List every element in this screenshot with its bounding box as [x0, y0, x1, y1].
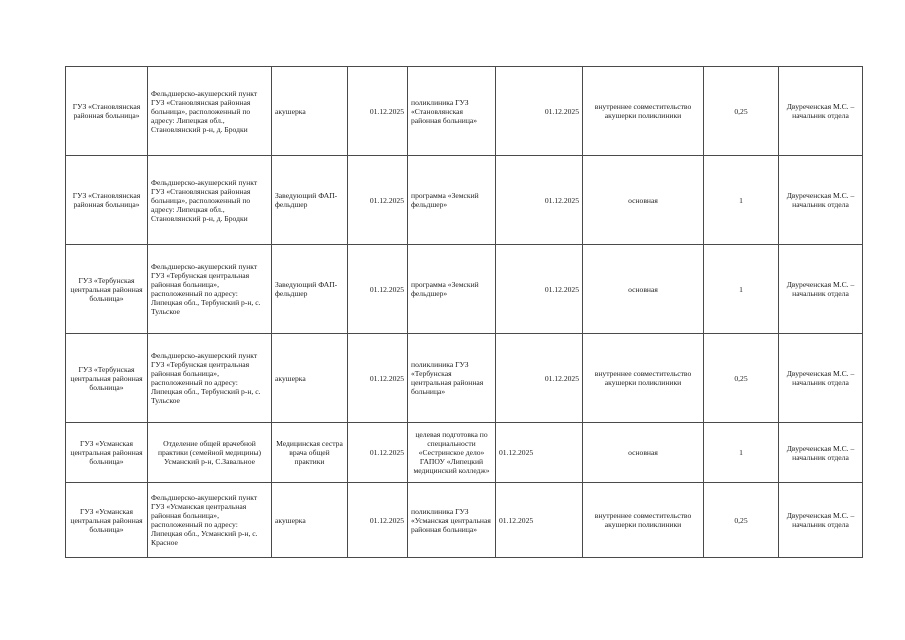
employment-cell: внутреннее совместительство акушерки поликлиники: [583, 483, 704, 558]
start-date-cell: 01.12.2025: [348, 245, 408, 334]
table-row: [66, 334, 863, 423]
program-cell: поликлиника ГУЗ «Тербунская центральная районная больница»: [408, 334, 496, 423]
position-cell: акушерка: [272, 67, 348, 156]
table-row: [66, 245, 863, 334]
start-date-cell: 01.12.2025: [348, 156, 408, 245]
table-row: [66, 67, 863, 156]
unit-cell: Фельдшерско-акушерский пункт ГУЗ «Становлянская районная больница», расположенный по адресу: Липецкая обл., Становлянский р-н, д. Бродки: [148, 67, 272, 156]
vacancy-table: [65, 66, 863, 558]
unit-cell: Фельдшерско-акушерский пункт ГУЗ «Тербунская центральная районная больница», расположенный по адресу: Липецкая обл., Тербунский р-н, с. Тульское: [148, 245, 272, 334]
org-cell: ГУЗ «Тербунская центральная районная больница»: [66, 245, 148, 334]
rate-cell: 1: [704, 423, 779, 483]
program-date-cell: 01.12.2025: [496, 156, 583, 245]
program-cell: программа «Земский фельдшер»: [408, 156, 496, 245]
rate-cell: 1: [704, 245, 779, 334]
position-cell: Медицинская сестра врача общей практики: [272, 423, 348, 483]
start-date-cell: 01.12.2025: [348, 483, 408, 558]
program-date-cell: 01.12.2025: [496, 483, 583, 558]
program-cell: поликлиника ГУЗ «Становлянская районная больница»: [408, 67, 496, 156]
program-cell: поликлиника ГУЗ «Усманская центральная районная больница»: [408, 483, 496, 558]
position-cell: Заведующий ФАП-фельдшер: [272, 245, 348, 334]
program-cell: программа «Земский фельдшер»: [408, 245, 496, 334]
program-cell: целевая подготовка по специальности «Сестринское дело» ГАПОУ «Липецкий медицинский колледж»: [408, 423, 496, 483]
employment-cell: внутреннее совместительство акушерки поликлиники: [583, 67, 704, 156]
position-cell: акушерка: [272, 334, 348, 423]
rate-cell: 0,25: [704, 67, 779, 156]
program-date-cell: 01.12.2025: [496, 67, 583, 156]
table-row: [66, 156, 863, 245]
rate-cell: 0,25: [704, 334, 779, 423]
responsible-cell: Двуреченская М.С. – начальник отдела: [779, 423, 863, 483]
position-cell: Заведующий ФАП-фельдшер: [272, 156, 348, 245]
position-cell: акушерка: [272, 483, 348, 558]
program-date-cell: 01.12.2025: [496, 334, 583, 423]
table-row: [66, 423, 863, 483]
employment-cell: внутреннее совместительство акушерки поликлиники: [583, 334, 704, 423]
responsible-cell: Двуреченская М.С. – начальник отдела: [779, 483, 863, 558]
unit-cell: Отделение общей врачебной практики (семейной медицины) Усманский р-н, С.Завальное: [148, 423, 272, 483]
employment-cell: основная: [583, 245, 704, 334]
responsible-cell: Двуреченская М.С. – начальник отдела: [779, 334, 863, 423]
org-cell: ГУЗ «Становлянская районная больница»: [66, 156, 148, 245]
employment-cell: основная: [583, 423, 704, 483]
responsible-cell: Двуреченская М.С. – начальник отдела: [779, 156, 863, 245]
employment-cell: основная: [583, 156, 704, 245]
org-cell: ГУЗ «Становлянская районная больница»: [66, 67, 148, 156]
unit-cell: Фельдшерско-акушерский пункт ГУЗ «Тербунская центральная районная больница», расположенный по адресу: Липецкая обл., Тербунский р-н, с. Тульское: [148, 334, 272, 423]
start-date-cell: 01.12.2025: [348, 423, 408, 483]
program-date-cell: 01.12.2025: [496, 423, 583, 483]
program-date-cell: 01.12.2025: [496, 245, 583, 334]
responsible-cell: Двуреченская М.С. – начальник отдела: [779, 245, 863, 334]
rate-cell: 1: [704, 156, 779, 245]
responsible-cell: Двуреченская М.С. – начальник отдела: [779, 67, 863, 156]
org-cell: ГУЗ «Усманская центральная районная больница»: [66, 483, 148, 558]
unit-cell: Фельдшерско-акушерский пункт ГУЗ «Усманская центральная районная больница», расположенный по адресу: Липецкая обл., Усманский р-н, с. Красное: [148, 483, 272, 558]
start-date-cell: 01.12.2025: [348, 334, 408, 423]
start-date-cell: 01.12.2025: [348, 67, 408, 156]
org-cell: ГУЗ «Усманская центральная районная больница»: [66, 423, 148, 483]
unit-cell: Фельдшерско-акушерский пункт ГУЗ «Становлянская районная больница», расположенный по адресу: Липецкая обл., Становлянский р-н, д. Бродки: [148, 156, 272, 245]
table-row: [66, 483, 863, 558]
rate-cell: 0,25: [704, 483, 779, 558]
org-cell: ГУЗ «Тербунская центральная районная больница»: [66, 334, 148, 423]
